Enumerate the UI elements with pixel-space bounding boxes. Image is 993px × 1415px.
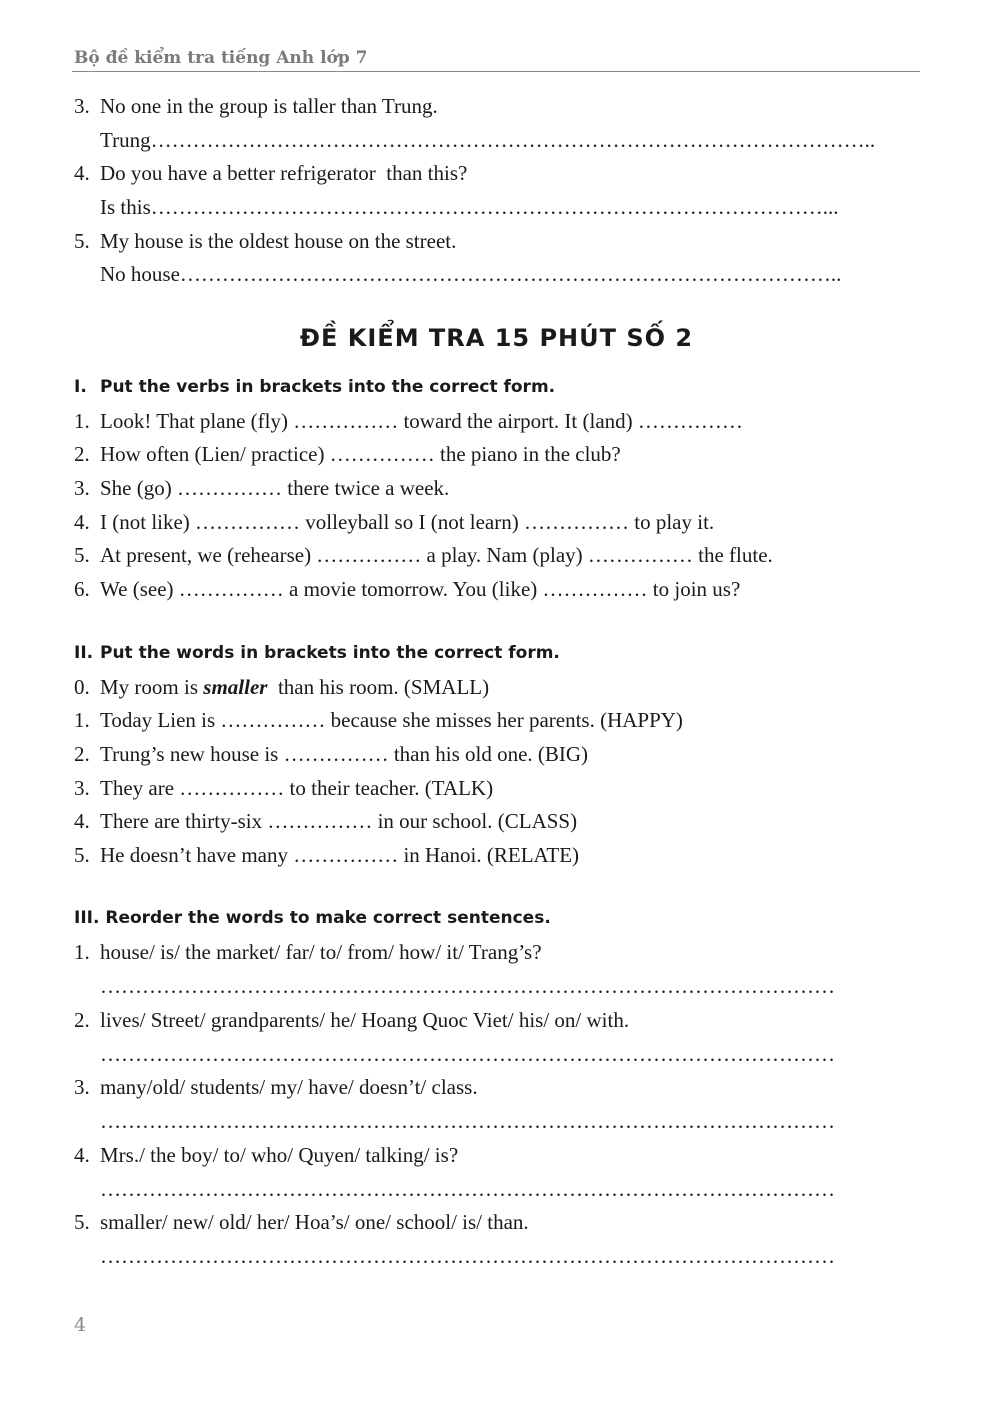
s2-item bbox=[74, 741, 588, 767]
s3-item bbox=[74, 939, 542, 965]
item-number: 2. bbox=[74, 742, 90, 766]
item-text: Mrs./ the boy/ to/ who/ Quyen/ talking/ is? bbox=[100, 1143, 459, 1167]
s1-item bbox=[74, 441, 621, 467]
item-text: lives/ Street/ grandparents/ he/ Hoang Quoc Viet/ his/ on/ with. bbox=[100, 1008, 630, 1032]
s1-item bbox=[74, 576, 740, 602]
item-number: 4. bbox=[74, 1143, 90, 1167]
item-text: She (go) …………… there twice a week. bbox=[100, 476, 450, 500]
s2-item bbox=[74, 707, 683, 733]
item-number: 2. bbox=[74, 1008, 90, 1032]
item-text: house/ is/ the market/ far/ to/ from/ how/ it/ Trang’s? bbox=[100, 940, 542, 964]
section-2-heading bbox=[74, 642, 560, 664]
item-text: We (see) …………… a movie tomorrow. You (like) …………… to join us? bbox=[100, 577, 741, 601]
answer-line: …………………………………………………………………………………………… bbox=[100, 974, 835, 998]
prev-item-4 bbox=[74, 160, 467, 186]
s3-item bbox=[74, 1209, 529, 1235]
example-answer: smaller bbox=[203, 675, 268, 699]
item-number: 5. bbox=[74, 543, 90, 567]
prev-item-5 bbox=[74, 228, 456, 254]
s1-item bbox=[74, 475, 449, 501]
item-text: There are thirty-six …………… in our school. (CLASS) bbox=[100, 809, 578, 833]
section-roman: II. bbox=[74, 643, 94, 663]
item-number: 0. bbox=[74, 675, 90, 699]
answer-dots: ………………………………………………………………………………….. bbox=[179, 262, 842, 286]
s1-item bbox=[74, 509, 714, 535]
answer-start: No house bbox=[100, 262, 180, 286]
item-number: 1. bbox=[74, 409, 90, 433]
answer-line: …………………………………………………………………………………………… bbox=[100, 1177, 835, 1201]
prev-answer-5 bbox=[100, 261, 841, 287]
item-number: 3. bbox=[74, 476, 90, 500]
s1-item bbox=[74, 542, 773, 568]
item-text: Do you have a better refrigerator than this? bbox=[100, 161, 468, 185]
section-roman: III. bbox=[74, 908, 100, 928]
section-1-heading bbox=[74, 376, 555, 398]
answer-start: Is this bbox=[100, 195, 151, 219]
answer-line: …………………………………………………………………………………………… bbox=[100, 1109, 835, 1133]
section-heading-text: Reorder the words to make correct sentences. bbox=[105, 908, 551, 928]
item-number: 5. bbox=[74, 843, 90, 867]
page-number: 4 bbox=[74, 1314, 87, 1336]
item-text: At present, we (rehearse) …………… a play. Nam (play) …………… the flute. bbox=[100, 543, 773, 567]
example-before: My room is bbox=[100, 675, 204, 699]
s1-item bbox=[74, 408, 743, 434]
item-text: Trung’s new house is …………… than his old one. (BIG) bbox=[100, 742, 589, 766]
prev-answer-4 bbox=[100, 194, 839, 220]
item-number: 3. bbox=[74, 94, 90, 118]
s3-item bbox=[74, 1074, 478, 1100]
item-text: many/old/ students/ my/ have/ doesn’t/ class. bbox=[100, 1075, 478, 1099]
item-text: Today Lien is …………… because she misses her parents. (HAPPY) bbox=[100, 708, 683, 732]
item-number: 1. bbox=[74, 708, 90, 732]
item-text: No one in the group is taller than Trung. bbox=[100, 94, 438, 118]
item-text: smaller/ new/ old/ her/ Hoa’s/ one/ school/ is/ than. bbox=[100, 1210, 529, 1234]
item-text: My house is the oldest house on the street. bbox=[100, 229, 457, 253]
item-number: 1. bbox=[74, 940, 90, 964]
header-rule bbox=[72, 71, 920, 72]
section-roman: I. bbox=[74, 377, 87, 397]
answer-start: Trung bbox=[100, 128, 151, 152]
s2-item bbox=[74, 842, 579, 868]
section-heading-text: Put the words in brackets into the correct form. bbox=[100, 643, 560, 663]
answer-line: …………………………………………………………………………………………… bbox=[100, 1042, 835, 1066]
item-text: Look! That plane (fly) …………… toward the airport. It (land) …………… bbox=[100, 409, 743, 433]
item-number: 2. bbox=[74, 442, 90, 466]
test-title: ĐỀ KIỂM TRA 15 PHÚT SỐ 2 bbox=[299, 324, 694, 352]
item-text: He doesn’t have many …………… in Hanoi. (RELATE) bbox=[100, 843, 580, 867]
section-3-heading bbox=[74, 907, 551, 929]
example-after: than his room. (SMALL) bbox=[267, 675, 490, 699]
item-number: 5. bbox=[74, 1210, 90, 1234]
item-number: 4. bbox=[74, 161, 90, 185]
running-header: Bộ đề kiểm tra tiếng Anh lớp 7 bbox=[74, 48, 368, 68]
item-number: 4. bbox=[74, 809, 90, 833]
item-number: 5. bbox=[74, 229, 90, 253]
section-heading-text: Put the verbs in brackets into the correct form. bbox=[100, 377, 556, 397]
s2-item bbox=[74, 775, 493, 801]
s2-item bbox=[74, 808, 577, 834]
item-number: 4. bbox=[74, 510, 90, 534]
answer-dots: ………………………………………………………………………………………….. bbox=[150, 128, 876, 152]
prev-answer-3 bbox=[100, 127, 875, 153]
item-number: 3. bbox=[74, 1075, 90, 1099]
answer-line: …………………………………………………………………………………………… bbox=[100, 1244, 835, 1268]
answer-dots: ……………………………………………………………………………………... bbox=[150, 195, 839, 219]
prev-item-3 bbox=[74, 93, 438, 119]
item-text: How often (Lien/ practice) …………… the piano in the club? bbox=[100, 442, 621, 466]
s3-item bbox=[74, 1142, 458, 1168]
item-number: 3. bbox=[74, 776, 90, 800]
item-number: 6. bbox=[74, 577, 90, 601]
item-text: I (not like) …………… volleyball so I (not learn) …………… to play it. bbox=[100, 510, 715, 534]
s2-example bbox=[74, 674, 489, 700]
item-text: They are …………… to their teacher. (TALK) bbox=[100, 776, 494, 800]
s3-item bbox=[74, 1007, 629, 1033]
